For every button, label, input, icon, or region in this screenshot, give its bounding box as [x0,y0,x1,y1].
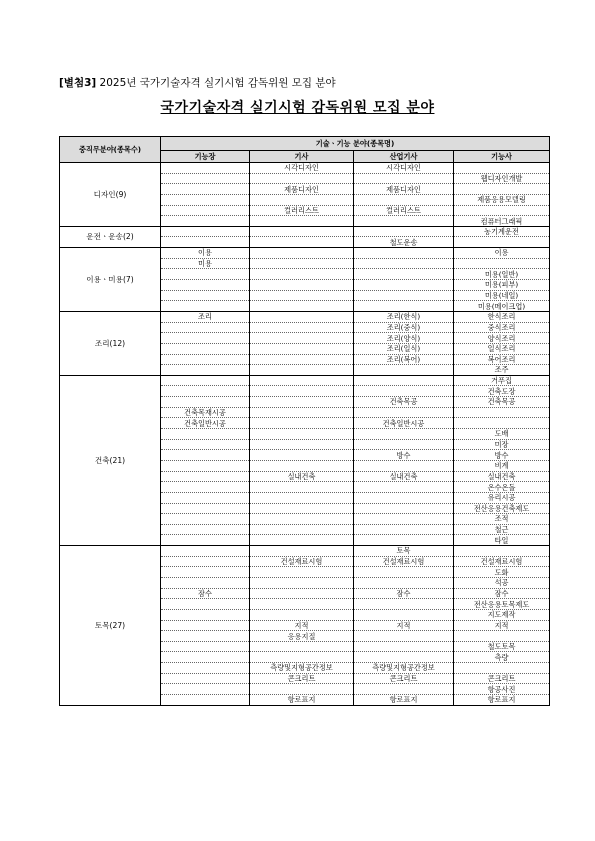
cell-craftsman: 중식조리 [454,322,550,333]
cell-master [161,226,250,237]
cell-engineer: 실내건축 [250,471,354,482]
cell-industrial-engineer [354,524,454,535]
cell-craftsman [454,631,550,642]
cell-industrial-engineer: 철도운송 [354,237,454,248]
cell-industrial-engineer [354,290,454,301]
cell-master [161,397,250,408]
cell-master [161,216,250,227]
header-col-industrial-engineer: 산업기사 [354,151,454,163]
cell-industrial-engineer [354,439,454,450]
cell-master [161,460,250,471]
cell-engineer [250,173,354,184]
cell-engineer [250,439,354,450]
cell-craftsman: 거푸집 [454,375,550,386]
cell-craftsman: 한식조리 [454,311,550,322]
cell-craftsman: 전산응용건축제도 [454,503,550,514]
cell-industrial-engineer: 실내건축 [354,471,454,482]
cell-engineer: 응용지질 [250,631,354,642]
cell-master [161,439,250,450]
cell-engineer [250,577,354,588]
cell-craftsman: 미용(네일) [454,290,550,301]
cell-master [161,620,250,631]
cell-master [161,322,250,333]
cell-engineer [250,418,354,429]
cell-engineer [250,280,354,291]
cell-master [161,631,250,642]
cell-craftsman: 잠수 [454,588,550,599]
cell-master [161,173,250,184]
cell-craftsman: 복어조리 [454,354,550,365]
category-cell: 운전ㆍ운송(2) [60,226,161,247]
cell-master [161,546,250,557]
cell-industrial-engineer: 조리(일식) [354,343,454,354]
cell-engineer: 지적 [250,620,354,631]
cell-craftsman: 항로표지 [454,695,550,706]
category-cell: 이용ㆍ미용(7) [60,248,161,312]
cell-industrial-engineer [354,365,454,376]
cell-industrial-engineer [354,407,454,418]
cell-master [161,194,250,205]
cell-craftsman [454,546,550,557]
recruitment-table [59,136,550,706]
cell-engineer: 항로표지 [250,695,354,706]
cell-engineer [250,524,354,535]
cell-craftsman: 건축도장 [454,386,550,397]
header-col-craftsman: 기능사 [454,151,550,163]
cell-engineer [250,503,354,514]
category-cell: 토목(27) [60,546,161,706]
cell-industrial-engineer [354,226,454,237]
cell-master [161,343,250,354]
cell-craftsman: 건축목공 [454,397,550,408]
cell-engineer [250,588,354,599]
cell-engineer [250,535,354,546]
cell-industrial-engineer [354,301,454,312]
cell-industrial-engineer [354,460,454,471]
cell-industrial-engineer: 컬러리스트 [354,205,454,216]
cell-engineer [250,429,354,440]
cell-industrial-engineer [354,577,454,588]
cell-craftsman: 철도토목 [454,641,550,652]
cell-master [161,450,250,461]
cell-master: 조리 [161,311,250,322]
cell-craftsman: 항공사진 [454,684,550,695]
cell-engineer [250,492,354,503]
cell-craftsman: 유리시공 [454,492,550,503]
cell-master [161,577,250,588]
cell-craftsman: 철근 [454,524,550,535]
cell-craftsman [454,258,550,269]
header-col-engineer: 기사 [250,151,354,163]
cell-engineer [250,546,354,557]
cell-master: 잠수 [161,588,250,599]
header-category: 중직무분야(종목수) [60,137,161,163]
table-row [60,226,550,237]
cell-engineer [250,684,354,695]
cell-craftsman [454,663,550,674]
cell-master [161,184,250,195]
cell-engineer [250,194,354,205]
category-cell: 건축(21) [60,375,161,545]
cell-industrial-engineer [354,429,454,440]
cell-industrial-engineer [354,492,454,503]
cell-master [161,599,250,610]
cell-industrial-engineer [354,684,454,695]
cell-engineer [250,397,354,408]
cell-master [161,280,250,291]
cell-industrial-engineer: 토목 [354,546,454,557]
cell-craftsman: 미용(피부) [454,280,550,291]
cell-master [161,333,250,344]
cell-industrial-engineer: 측량및지형공간정보 [354,663,454,674]
cell-industrial-engineer [354,375,454,386]
cell-craftsman: 제품응용모델링 [454,194,550,205]
cell-engineer [250,450,354,461]
cell-engineer: 건설재료시험 [250,556,354,567]
cell-industrial-engineer [354,599,454,610]
cell-master [161,556,250,567]
attachment-line [59,75,336,90]
cell-master [161,503,250,514]
cell-master [161,609,250,620]
cell-master [161,269,250,280]
cell-master: 건축일반시공 [161,418,250,429]
cell-engineer [250,514,354,525]
attachment-tag: [별첨3] [59,77,97,89]
header-col-master: 기능장 [161,151,250,163]
cell-craftsman: 온수온돌 [454,482,550,493]
cell-engineer [250,375,354,386]
cell-industrial-engineer: 항로표지 [354,695,454,706]
cell-industrial-engineer [354,248,454,259]
cell-industrial-engineer [354,535,454,546]
cell-craftsman [454,418,550,429]
cell-industrial-engineer: 지적 [354,620,454,631]
cell-industrial-engineer [354,482,454,493]
cell-industrial-engineer [354,280,454,291]
cell-engineer [250,237,354,248]
cell-craftsman: 일식조리 [454,343,550,354]
cell-engineer [250,641,354,652]
cell-craftsman [454,184,550,195]
cell-craftsman: 콘크리트 [454,673,550,684]
cell-industrial-engineer [354,194,454,205]
cell-master [161,663,250,674]
cell-craftsman: 측량 [454,652,550,663]
cell-engineer [250,567,354,578]
cell-craftsman: 타일 [454,535,550,546]
cell-master [161,482,250,493]
cell-engineer [250,333,354,344]
cell-master: 이용 [161,248,250,259]
cell-master [161,535,250,546]
cell-master [161,290,250,301]
cell-master [161,365,250,376]
cell-master [161,205,250,216]
cell-craftsman: 미용(메이크업) [454,301,550,312]
cell-master [161,524,250,535]
cell-engineer [250,343,354,354]
cell-master [161,673,250,684]
table-row [60,311,550,322]
cell-industrial-engineer: 건축목공 [354,397,454,408]
cell-engineer: 콘크리트 [250,673,354,684]
cell-engineer [250,652,354,663]
cell-industrial-engineer [354,216,454,227]
cell-master [161,492,250,503]
cell-industrial-engineer [354,503,454,514]
cell-engineer [250,226,354,237]
cell-master [161,375,250,386]
cell-craftsman: 도화 [454,567,550,578]
header-field: 기술ㆍ기능 분야(종목명) [161,137,550,151]
cell-engineer [250,482,354,493]
cell-craftsman [454,205,550,216]
cell-master [161,354,250,365]
cell-industrial-engineer [354,609,454,620]
cell-craftsman: 이용 [454,248,550,259]
cell-master [161,514,250,525]
cell-craftsman: 도배 [454,429,550,440]
cell-industrial-engineer [354,652,454,663]
cell-industrial-engineer [354,567,454,578]
cell-industrial-engineer: 제품디자인 [354,184,454,195]
cell-industrial-engineer: 시각디자인 [354,163,454,174]
cell-master [161,471,250,482]
cell-craftsman: 실내건축 [454,471,550,482]
cell-industrial-engineer: 방수 [354,450,454,461]
cell-engineer [250,258,354,269]
cell-industrial-engineer: 잠수 [354,588,454,599]
cell-master [161,652,250,663]
cell-craftsman: 지적 [454,620,550,631]
cell-master [161,386,250,397]
cell-engineer [250,301,354,312]
cell-engineer [250,354,354,365]
cell-industrial-engineer [354,258,454,269]
cell-industrial-engineer [354,386,454,397]
cell-engineer [250,322,354,333]
cell-engineer [250,216,354,227]
cell-engineer [250,407,354,418]
cell-industrial-engineer [354,173,454,184]
cell-industrial-engineer [354,641,454,652]
cell-industrial-engineer [354,269,454,280]
cell-craftsman: 웹디자인개발 [454,173,550,184]
cell-craftsman: 비계 [454,460,550,471]
cell-engineer [250,269,354,280]
cell-master [161,429,250,440]
category-cell: 조리(12) [60,311,161,375]
cell-craftsman: 양식조리 [454,333,550,344]
cell-craftsman: 미장 [454,439,550,450]
cell-master [161,641,250,652]
cell-engineer: 컬러리스트 [250,205,354,216]
cell-industrial-engineer: 조리(양식) [354,333,454,344]
cell-craftsman [454,237,550,248]
cell-industrial-engineer: 조리(중식) [354,322,454,333]
cell-engineer [250,386,354,397]
document-title: 국가기술자격 실기시험 감독위원 모집 분야 [160,100,435,116]
cell-engineer [250,248,354,259]
cell-master [161,237,250,248]
cell-engineer: 시각디자인 [250,163,354,174]
table-row [60,248,550,259]
cell-industrial-engineer: 콘크리트 [354,673,454,684]
cell-craftsman: 컴퓨터그래픽 [454,216,550,227]
cell-craftsman: 방수 [454,450,550,461]
cell-engineer [250,290,354,301]
cell-master [161,684,250,695]
cell-craftsman: 조적 [454,514,550,525]
cell-industrial-engineer: 조리(복어) [354,354,454,365]
cell-industrial-engineer: 건설재료시험 [354,556,454,567]
cell-industrial-engineer: 조리(한식) [354,311,454,322]
cell-engineer: 측량및지형공간정보 [250,663,354,674]
cell-craftsman: 전산응용토목제도 [454,599,550,610]
cell-master [161,567,250,578]
table-row [60,163,550,174]
table-row [60,546,550,557]
cell-craftsman: 건설재료시험 [454,556,550,567]
category-cell: 디자인(9) [60,163,161,227]
cell-master: 건축목재시공 [161,407,250,418]
cell-engineer [250,609,354,620]
cell-craftsman: 농기계운전 [454,226,550,237]
cell-craftsman [454,407,550,418]
cell-craftsman: 석공 [454,577,550,588]
cell-engineer [250,460,354,471]
cell-master [161,301,250,312]
cell-industrial-engineer: 건축일반시공 [354,418,454,429]
cell-craftsman: 조주 [454,365,550,376]
cell-craftsman: 지도제작 [454,609,550,620]
cell-industrial-engineer [354,514,454,525]
cell-craftsman: 미용(일반) [454,269,550,280]
attachment-text: 2025년 국가기술자격 실기시험 감독위원 모집 분야 [96,77,336,89]
cell-industrial-engineer [354,631,454,642]
cell-engineer [250,599,354,610]
cell-engineer: 제품디자인 [250,184,354,195]
cell-engineer [250,311,354,322]
cell-master: 미용 [161,258,250,269]
table-body [60,163,550,706]
cell-craftsman [454,163,550,174]
table-row [60,375,550,386]
cell-master [161,695,250,706]
cell-master [161,163,250,174]
cell-engineer [250,365,354,376]
